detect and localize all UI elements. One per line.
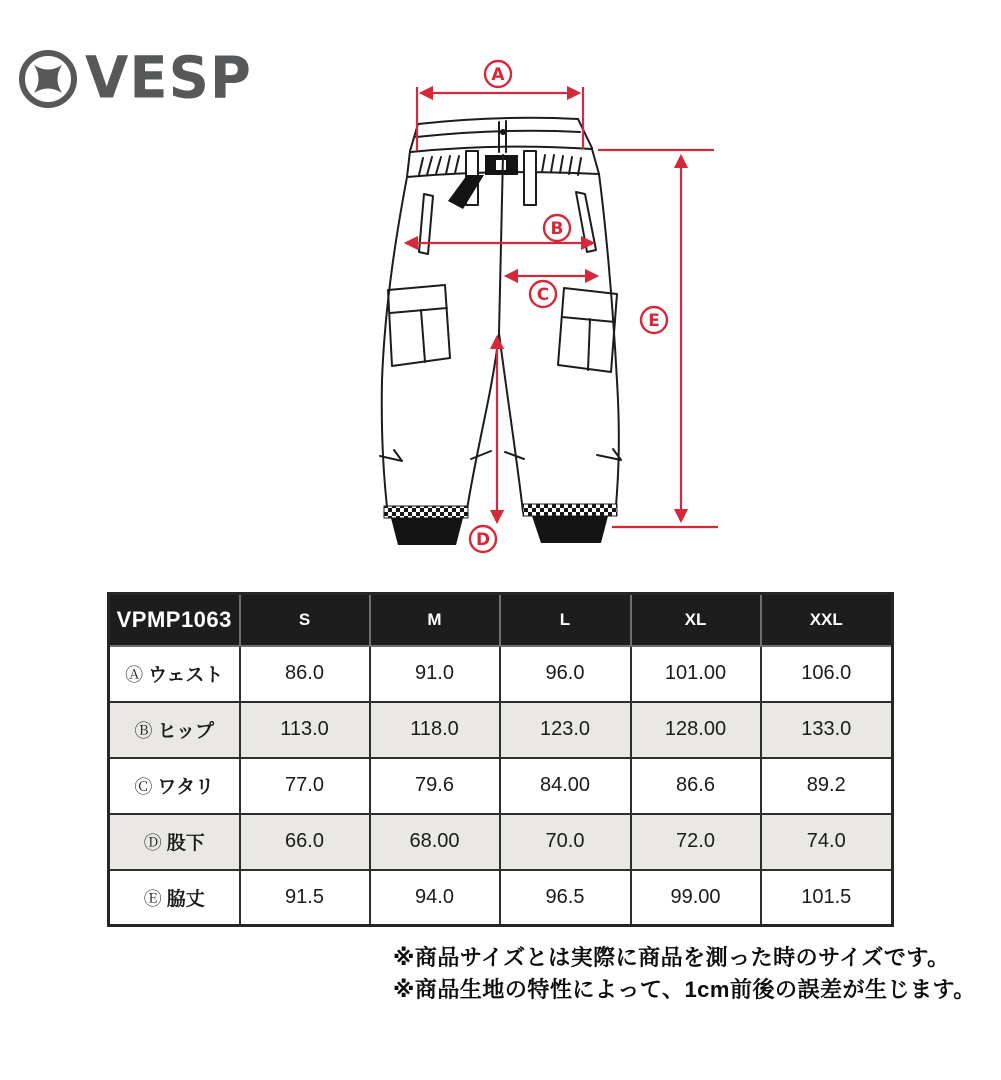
size-table — [107, 592, 894, 927]
size-value-cell: 91.5 — [240, 870, 370, 926]
pants-drawing — [380, 118, 621, 545]
row-label-cell — [109, 646, 240, 702]
row-mark: Ⓒ — [134, 777, 153, 797]
table-row-side-length — [109, 870, 893, 926]
row-label: ウェスト — [148, 665, 224, 686]
col-header-l: L — [500, 594, 631, 646]
size-value-cell: 68.00 — [370, 814, 500, 870]
size-value-cell: 94.0 — [370, 870, 500, 926]
brand-logo — [17, 44, 252, 113]
table-row-waist — [109, 646, 893, 702]
size-value-cell: 77.0 — [240, 758, 370, 814]
row-label-cell — [109, 814, 240, 870]
cargo-pocket-left — [388, 285, 450, 366]
row-label: 脇丈 — [166, 888, 205, 910]
size-value-cell: 84.00 — [500, 758, 631, 814]
belt-keeper-right — [524, 151, 536, 205]
size-value-cell: 72.0 — [631, 814, 761, 870]
knee-notches — [380, 449, 621, 461]
size-value-cell: 79.6 — [370, 758, 500, 814]
checker-band-left — [384, 506, 468, 518]
col-header-xxl: XXL — [761, 594, 893, 646]
row-label: ヒップ — [157, 721, 214, 742]
footnote-line: ※商品サイズとは実際に商品を測った時のサイズです。 — [393, 945, 950, 970]
brand-name: VESP — [85, 44, 252, 113]
cuff-left — [391, 518, 463, 545]
size-value-cell: 128.00 — [631, 702, 761, 758]
col-header-xl: XL — [631, 594, 761, 646]
row-label-cell — [109, 870, 240, 926]
size-value-cell: 106.0 — [761, 646, 893, 702]
measure-b — [406, 215, 593, 243]
col-header-m: M — [370, 594, 500, 646]
measure-c-label: C — [536, 285, 550, 305]
cuff-right — [532, 516, 608, 543]
row-mark: Ⓓ — [143, 833, 162, 853]
table-row-inseam — [109, 814, 893, 870]
measure-c — [506, 276, 597, 307]
size-value-cell: 86.0 — [240, 646, 370, 702]
size-value-cell: 133.0 — [761, 702, 893, 758]
table-header-row — [109, 594, 893, 646]
size-value-cell: 101.5 — [761, 870, 893, 926]
row-label-cell — [109, 702, 240, 758]
size-value-cell: 86.6 — [631, 758, 761, 814]
measure-e — [598, 150, 718, 527]
waist-button — [500, 129, 506, 135]
measure-d-label: D — [475, 530, 491, 550]
legs-outline — [382, 149, 619, 516]
row-mark: Ⓐ — [125, 665, 144, 685]
pants-measurement-diagram — [375, 55, 725, 567]
waistband — [410, 118, 592, 152]
size-value-cell: 99.00 — [631, 870, 761, 926]
size-value-cell: 89.2 — [761, 758, 893, 814]
row-mark: Ⓔ — [143, 888, 162, 909]
cuffs — [384, 504, 617, 545]
size-value-cell: 101.00 — [631, 646, 761, 702]
size-value-cell: 123.0 — [500, 702, 631, 758]
footnotes — [393, 942, 993, 1006]
footnote-line: ※商品生地の特性によって、1cm前後の誤差が生じます。 — [393, 977, 976, 1002]
size-value-cell: 96.0 — [500, 646, 631, 702]
table-row-thigh — [109, 758, 893, 814]
col-header-s: S — [240, 594, 370, 646]
row-mark: Ⓑ — [134, 721, 153, 741]
size-value-cell: 91.0 — [370, 646, 500, 702]
checker-band-right — [523, 504, 617, 516]
model-number-cell: VPMP1063 — [109, 594, 240, 646]
measure-e-label: E — [648, 311, 660, 331]
measure-a-label: A — [491, 65, 505, 85]
row-label-cell — [109, 758, 240, 814]
size-value-cell: 74.0 — [761, 814, 893, 870]
size-value-cell: 66.0 — [240, 814, 370, 870]
brand-logo-icon — [17, 48, 79, 110]
size-value-cell: 118.0 — [370, 702, 500, 758]
measure-b-label: B — [550, 219, 564, 239]
slash-pocket-left — [419, 194, 433, 254]
size-value-cell: 96.5 — [500, 870, 631, 926]
table-row-hip — [109, 702, 893, 758]
cargo-pocket-right — [558, 288, 617, 372]
size-value-cell: 70.0 — [500, 814, 631, 870]
row-label: 股下 — [166, 833, 205, 854]
row-label: ワタリ — [157, 777, 215, 798]
size-value-cell: 113.0 — [240, 702, 370, 758]
